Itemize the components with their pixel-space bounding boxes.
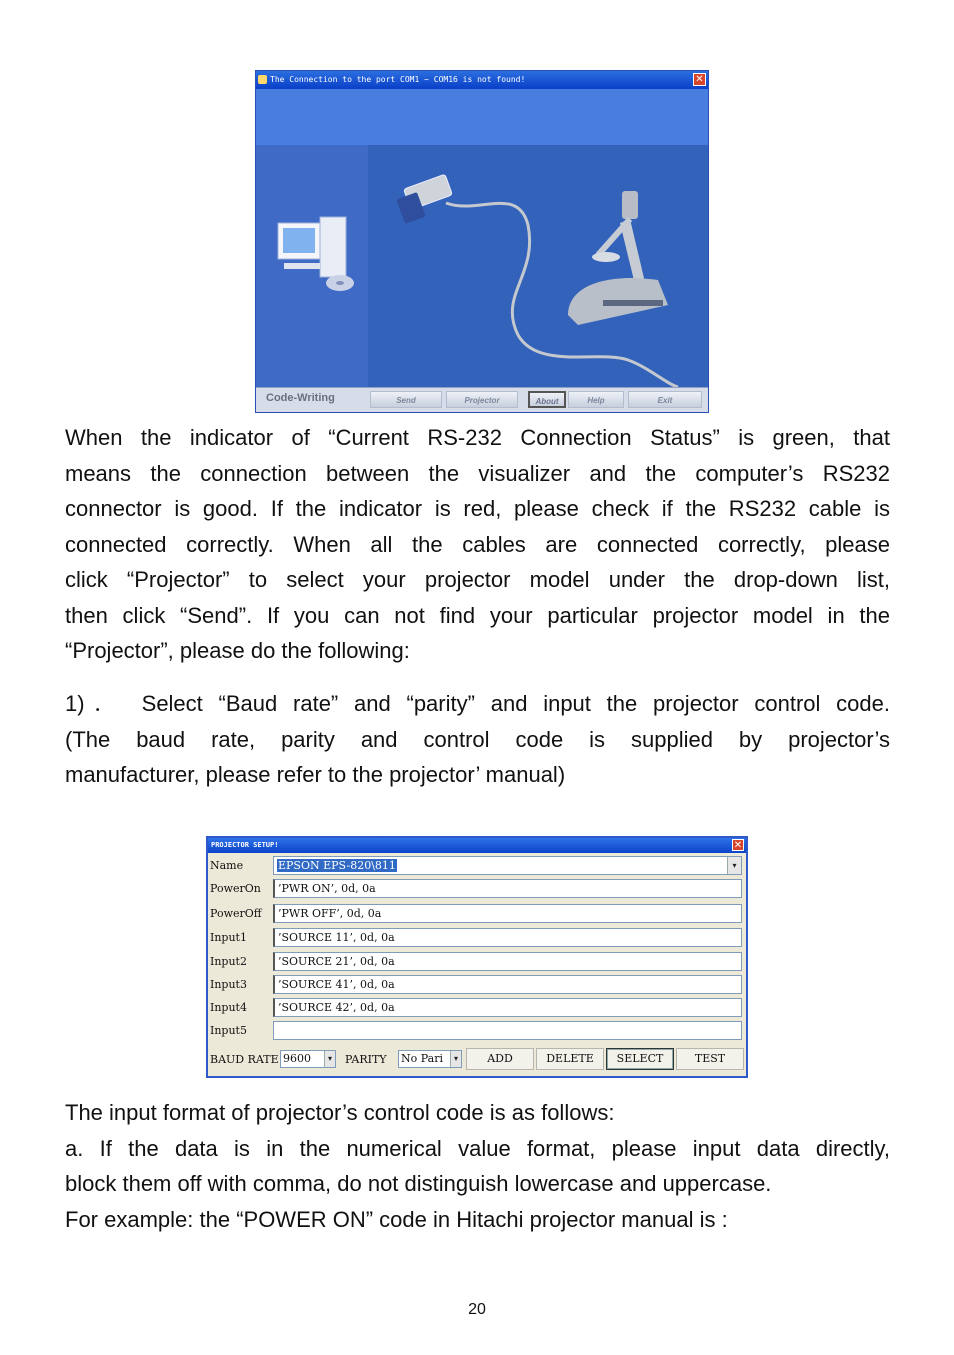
send-button[interactable]: Send (370, 391, 442, 408)
rs232-connector-icon (396, 174, 452, 224)
name-label: Name (210, 859, 244, 872)
projector-button[interactable]: Projector (446, 391, 518, 408)
intro-paragraph (65, 420, 890, 669)
step1-line: 1)． Select “Baud rate” and “parity” and input the projector control code. (65, 691, 890, 716)
input4-code-input[interactable]: ’SOURCE 42’, 0d, 0a (273, 998, 742, 1017)
setup-titlebar (208, 838, 746, 853)
projector-name-value: EPSON EPS-820\811 (278, 859, 396, 872)
poweroff-label: PowerOff (210, 907, 262, 920)
projector-setup-window-screenshot (206, 836, 748, 1078)
format-line: The input format of projector’s control code is as follows: (65, 1100, 615, 1125)
header-banner (256, 89, 708, 145)
app-icon (258, 75, 267, 84)
step1-paragraph (65, 686, 890, 793)
settings-row (210, 1048, 744, 1072)
step1-line: manufacturer, please refer to the projector’ manual) (65, 762, 566, 787)
step1-line: (The baud rate, parity and control code is supplied by projector’s (65, 726, 890, 752)
parity-select[interactable] (398, 1050, 462, 1068)
input5-row (210, 1020, 744, 1042)
select-button[interactable]: SELECT (606, 1048, 674, 1070)
page-number: 20 (468, 1301, 486, 1318)
intro-line: “Projector”, please do the following: (65, 638, 410, 663)
window-titlebar (256, 71, 708, 89)
intro-line: connected correctly. When all the cables are connected correctly, please (65, 531, 890, 557)
format-paragraph (65, 1095, 890, 1237)
intro-line: connector is good. If the indicator is red, please check if the RS232 cable is (65, 496, 890, 521)
input1-label: Input1 (210, 931, 247, 944)
input1-code-input[interactable]: ’SOURCE 11’, 0d, 0a (273, 928, 742, 947)
close-icon[interactable]: ✕ (733, 840, 743, 851)
input2-row (210, 951, 744, 973)
about-button[interactable]: About (528, 391, 566, 408)
help-button[interactable]: Help (568, 391, 624, 408)
input3-label: Input3 (210, 978, 247, 991)
parity-label: PARITY (345, 1053, 387, 1066)
exit-button[interactable]: Exit (628, 391, 702, 408)
input2-label: Input2 (210, 955, 247, 968)
chevron-down-icon[interactable]: ▾ (324, 1051, 335, 1067)
connection-window-screenshot (255, 70, 709, 413)
input4-label: Input4 (210, 1001, 247, 1014)
poweron-code-input[interactable]: ’PWR ON’, 0d, 0a (273, 879, 742, 898)
close-icon[interactable]: ✕ (693, 73, 706, 86)
input3-row (210, 974, 744, 996)
intro-line: click “Projector” to select your projector model under the drop-down list, (65, 567, 890, 592)
delete-button[interactable]: DELETE (536, 1048, 604, 1070)
intro-line: When the indicator of “Current RS-232 Connection Status” is green, that (65, 425, 890, 450)
format-line: For example: the “POWER ON” code in Hitachi projector manual is : (65, 1206, 728, 1232)
input4-row (210, 997, 744, 1019)
document-camera-icon (568, 191, 668, 325)
name-row (210, 855, 744, 877)
intro-line: means the connection between the visualizer and the computer’s RS232 (65, 460, 890, 486)
computer-panel (256, 145, 368, 387)
poweron-label: PowerOn (210, 882, 261, 895)
window-title: The Connection to the port COM1 ~ COM16 is not found! (270, 75, 526, 84)
setup-window-title: PROJECTOR SETUP! (211, 841, 279, 849)
connection-illustration-panel (368, 145, 708, 387)
input3-code-input[interactable]: ’SOURCE 41’, 0d, 0a (273, 975, 742, 994)
parity-value: No Pari (401, 1052, 443, 1065)
baud-rate-select[interactable] (280, 1050, 336, 1068)
rs232-cable-visualizer-illustration (368, 145, 708, 387)
intro-line: then click “Send”. If you can not find your particular projector model in the (65, 602, 890, 628)
poweroff-code-input[interactable]: ’PWR OFF’, 0d, 0a (273, 904, 742, 923)
test-button[interactable]: TEST (676, 1048, 744, 1070)
projector-name-select[interactable] (273, 856, 742, 875)
input1-row (210, 927, 744, 949)
format-line: block them off with comma, do not distinguish lowercase and uppercase. (65, 1171, 772, 1196)
input2-code-input[interactable]: ’SOURCE 21’, 0d, 0a (273, 952, 742, 971)
chevron-down-icon[interactable]: ▾ (450, 1051, 461, 1067)
baud-rate-value: 9600 (283, 1052, 311, 1065)
input5-label: Input5 (210, 1024, 247, 1037)
poweron-row (210, 878, 744, 900)
brand-label: Code-Writing (266, 392, 335, 404)
format-line: a. If the data is in the numerical value format, please input data directly, (65, 1135, 890, 1161)
chevron-down-icon[interactable]: ▾ (727, 857, 741, 874)
poweroff-row (210, 903, 744, 925)
input5-code-input[interactable] (273, 1021, 742, 1040)
add-button[interactable]: ADD (466, 1048, 534, 1070)
bottom-toolbar (256, 387, 708, 413)
computer-illustration-icon (256, 145, 368, 387)
baud-rate-label: BAUD RATE (210, 1053, 279, 1066)
